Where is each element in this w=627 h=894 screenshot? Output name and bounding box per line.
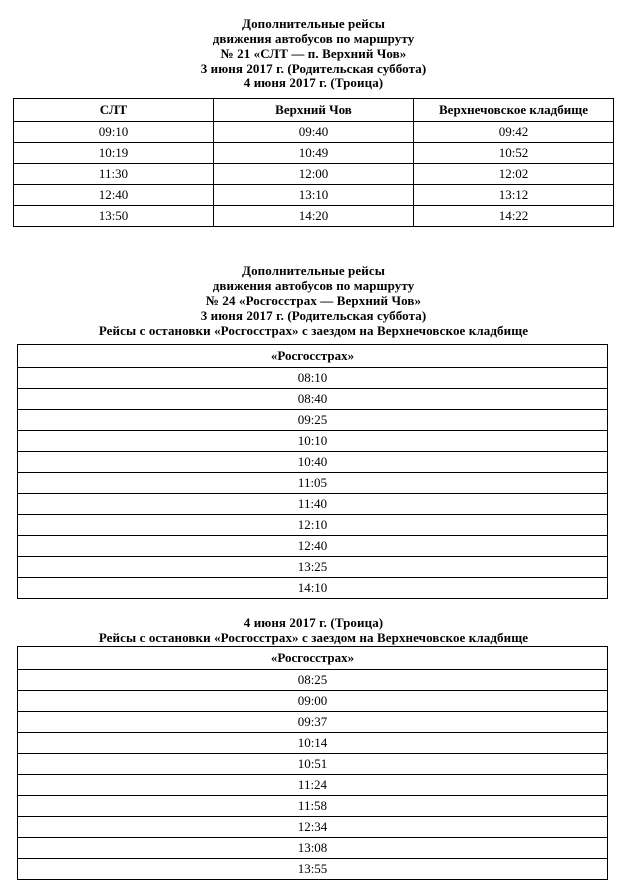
time-cell: 10:52 [414,143,614,164]
time-cell: 10:40 [18,452,608,473]
time-cell: 12:40 [14,185,214,206]
time-cell: 08:10 [18,368,608,389]
route-21-schedule-table [13,98,614,227]
time-cell: 09:40 [214,122,414,143]
route-24-heading-line: движения автобусов по маршруту [212,278,415,293]
route-24-heading-line: № 24 «Росгосстрах — Верхний Чов» [205,293,422,308]
table-row [18,389,608,410]
table-row [18,515,608,536]
time-cell: 12:00 [214,164,414,185]
time-cell: 10:19 [14,143,214,164]
table-header-row [18,647,608,670]
june4-heading-line: Рейсы с остановки «Росгосстрах» с заездом на Верхнечовское кладбище [98,630,529,645]
route-21-heading-line: 4 июня 2017 г. (Троица) [243,75,384,90]
table-row [18,817,608,838]
table-row [18,557,608,578]
time-cell: 11:30 [14,164,214,185]
table-row [18,578,608,599]
time-cell: 11:40 [18,494,608,515]
time-cell: 12:10 [18,515,608,536]
route-21-heading-line: Дополнительные рейсы [242,16,385,31]
june4-heading [0,615,627,645]
time-cell: 09:00 [18,691,608,712]
table-header-row [18,345,608,368]
route-21-heading-line: движения автобусов по маршруту [212,31,415,46]
table-row [18,473,608,494]
time-cell: 09:37 [18,712,608,733]
table-row [14,122,614,143]
time-cell: 08:25 [18,670,608,691]
time-cell: 12:40 [18,536,608,557]
time-cell: 12:02 [414,164,614,185]
time-cell: 10:51 [18,754,608,775]
table-row [14,185,614,206]
table-row [18,775,608,796]
route-21-heading [0,16,627,89]
table-row [18,712,608,733]
time-cell: 09:42 [414,122,614,143]
route-24-heading [0,263,627,338]
time-cell: 13:10 [214,185,414,206]
table-row [14,143,614,164]
table-row [18,796,608,817]
route-24-heading-line: 3 июня 2017 г. (Родительская суббота) [200,308,427,323]
table-row [18,536,608,557]
table-row [18,670,608,691]
column-header-verkhny-chov: Верхний Чов [214,99,414,122]
time-cell: 10:14 [18,733,608,754]
table-row [18,431,608,452]
column-header-cemetery: Верхнечовское кладбище [414,99,614,122]
route-24-heading-line: Рейсы с остановки «Росгосстрах» с заездом на Верхнечовское кладбище [98,323,529,338]
time-cell: 13:08 [18,838,608,859]
table-row [18,838,608,859]
time-cell: 13:12 [414,185,614,206]
table-header-row [14,99,614,122]
table-row [18,733,608,754]
table-row [14,164,614,185]
route-24-heading-line: Дополнительные рейсы [242,263,385,278]
time-cell: 14:20 [214,206,414,227]
table-row [18,494,608,515]
time-cell: 13:25 [18,557,608,578]
time-cell: 11:58 [18,796,608,817]
table-row [18,452,608,473]
table-row [14,206,614,227]
route-21-heading-line: 3 июня 2017 г. (Родительская суббота) [200,61,427,76]
column-header-rosgosstrakh: «Росгосстрах» [18,345,608,368]
time-cell: 11:24 [18,775,608,796]
route-24-june4-table [17,646,608,880]
june4-heading-line: 4 июня 2017 г. (Троица) [243,615,384,630]
table-row [18,368,608,389]
table-row [18,754,608,775]
time-cell: 10:10 [18,431,608,452]
table-row [18,410,608,431]
time-cell: 14:22 [414,206,614,227]
time-cell: 10:49 [214,143,414,164]
column-header-slt: СЛТ [14,99,214,122]
time-cell: 14:10 [18,578,608,599]
table-row [18,859,608,880]
table-row [18,691,608,712]
time-cell: 13:55 [18,859,608,880]
route-21-heading-line: № 21 «СЛТ — п. Верхний Чов» [220,46,407,61]
time-cell: 09:10 [14,122,214,143]
time-cell: 13:50 [14,206,214,227]
time-cell: 09:25 [18,410,608,431]
time-cell: 11:05 [18,473,608,494]
column-header-rosgosstrakh: «Росгосстрах» [18,647,608,670]
time-cell: 08:40 [18,389,608,410]
route-24-june3-table [17,344,608,599]
time-cell: 12:34 [18,817,608,838]
